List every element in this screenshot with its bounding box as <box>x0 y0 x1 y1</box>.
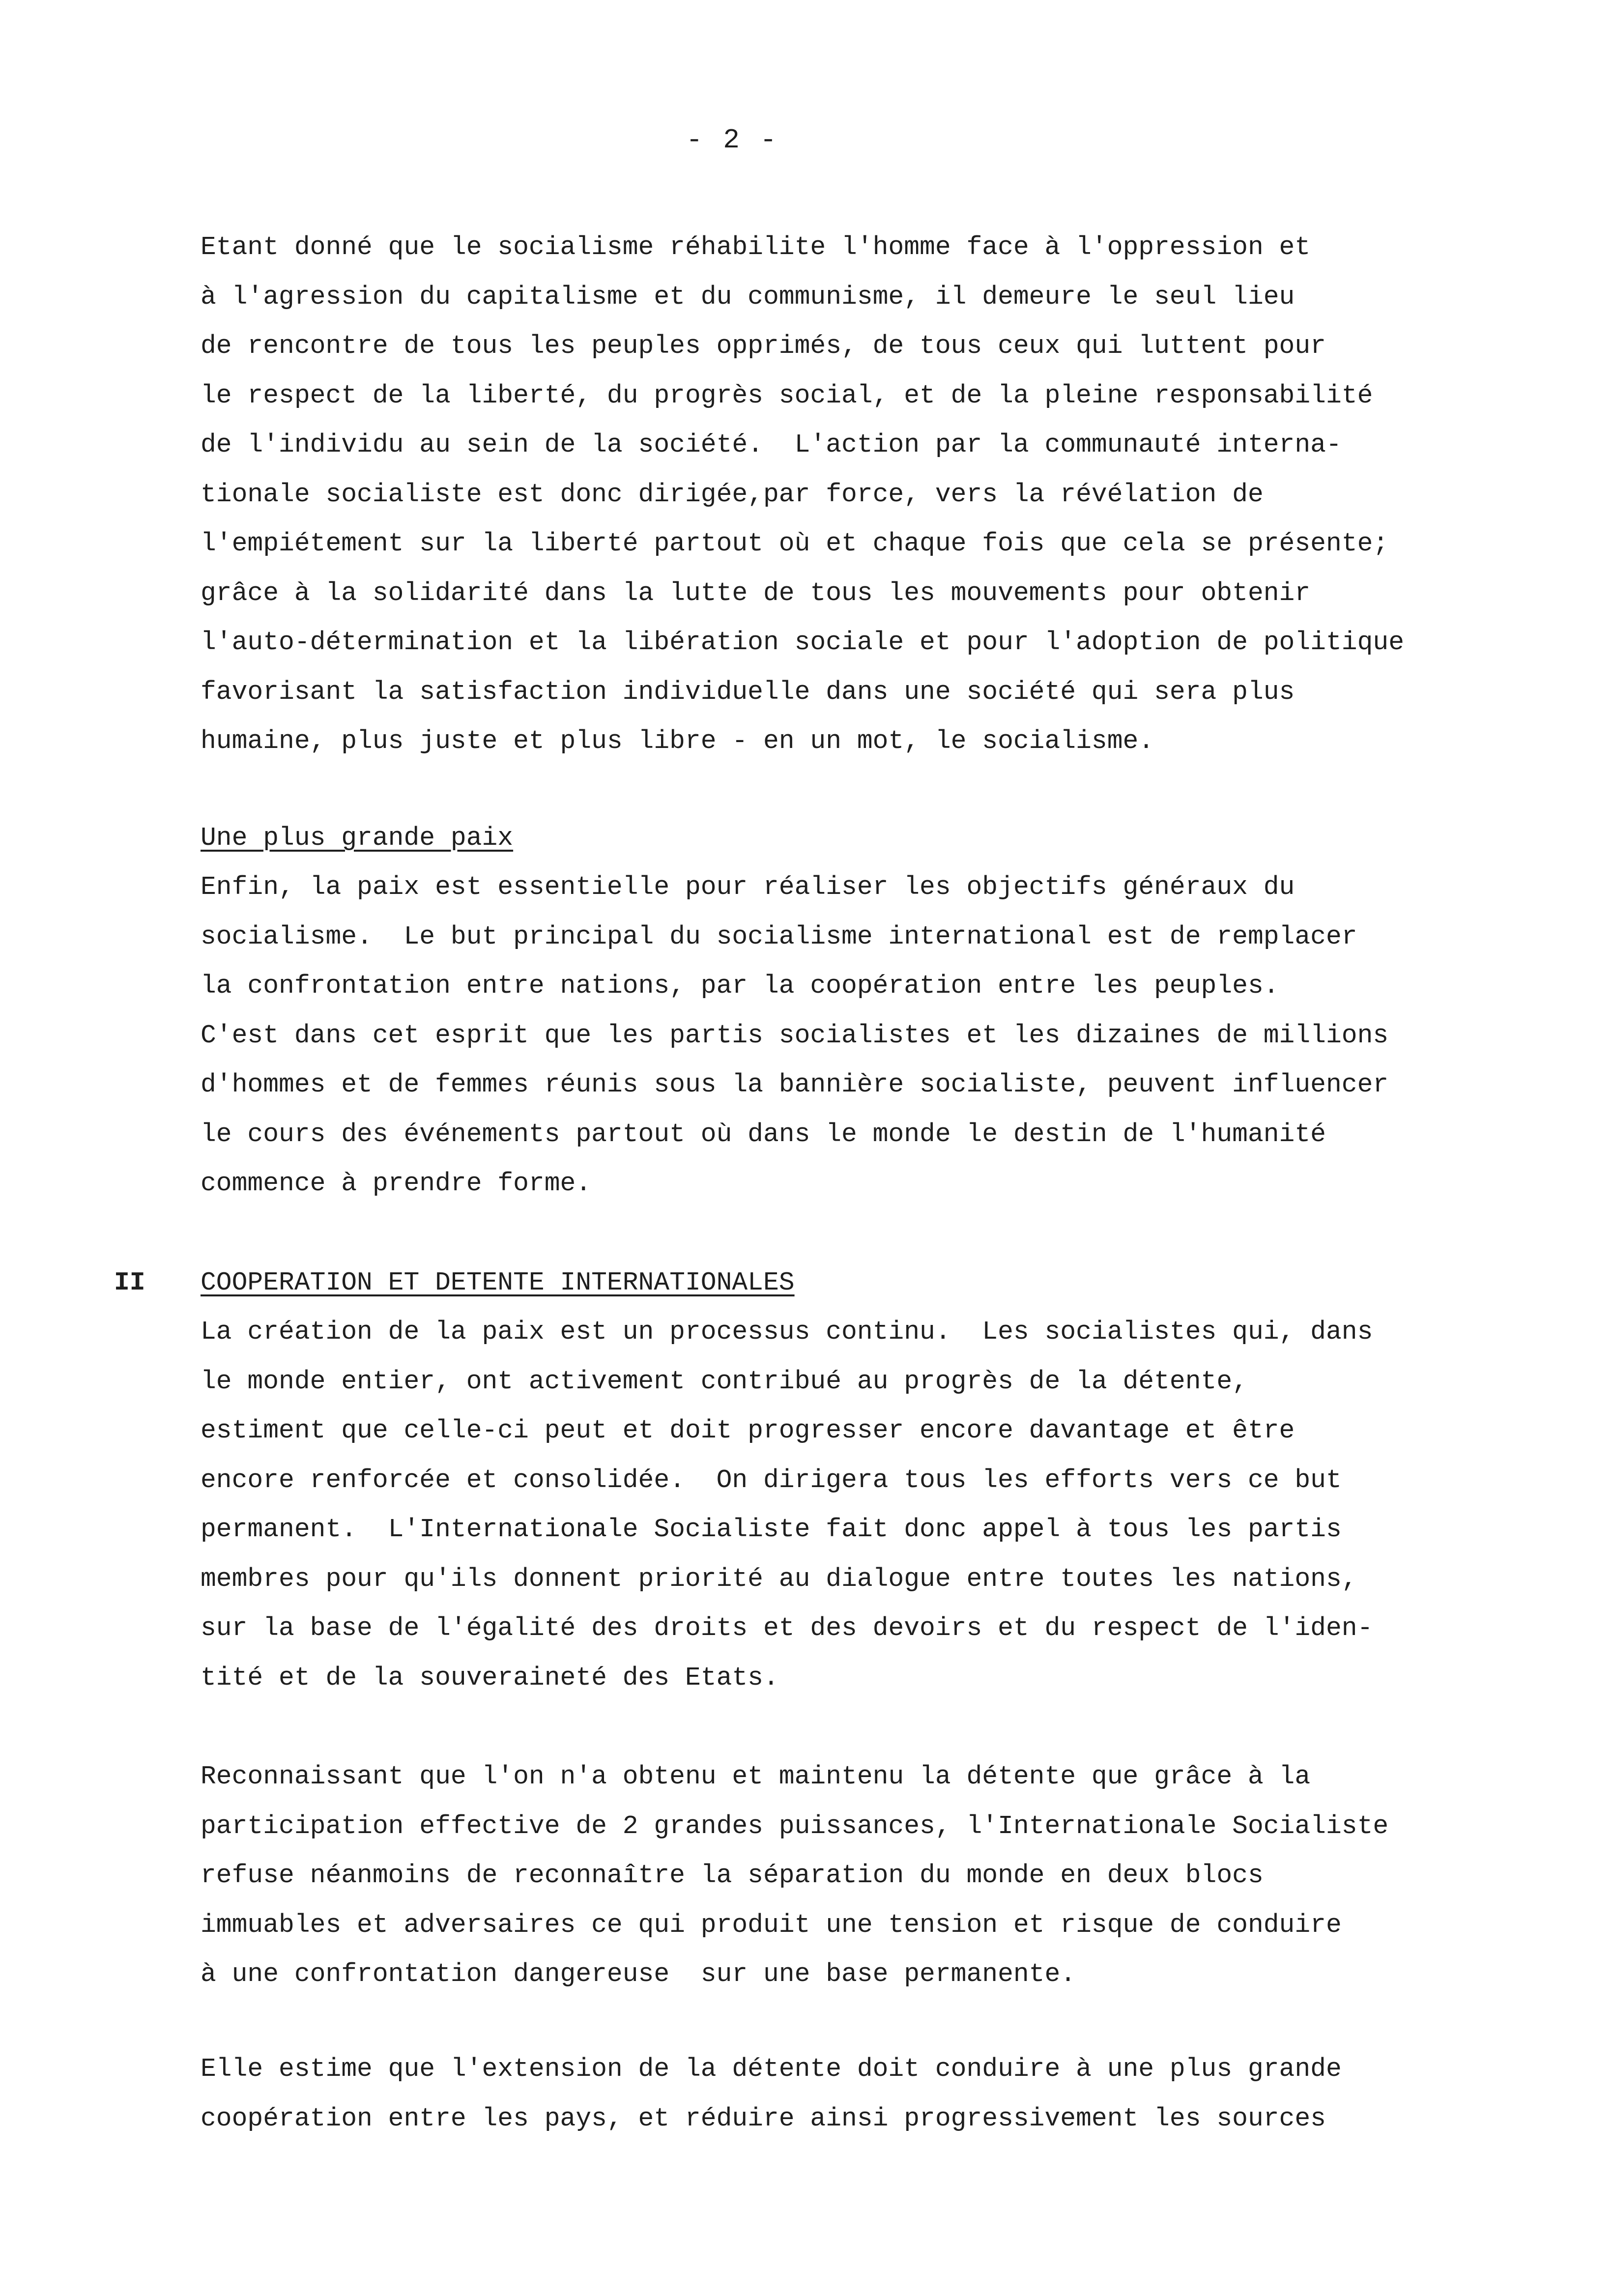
text-line: tionale socialiste est donc dirigée,par force, vers la révélation de <box>201 479 1264 509</box>
paragraph-elle-estime <box>201 2044 1527 2143</box>
text-line: Enfin, la paix est essentielle pour réaliser les objectifs généraux du <box>201 872 1295 902</box>
text-line: l'auto-détermination et la libération sociale et pour l'adoption de politique <box>201 628 1404 657</box>
section-heading: Une plus grande paix <box>201 823 514 853</box>
text-line: le cours des événements partout où dans le monde le destin de l'humanité <box>201 1119 1326 1149</box>
text-line: le respect de la liberté, du progrès social, et de la pleine responsabilité <box>201 380 1373 410</box>
text-line: le monde entier, ont activement contribué au progrès de la détente, <box>201 1366 1248 1396</box>
text-line: membres pour qu'ils donnent priorité au dialogue entre toutes les nations, <box>201 1564 1357 1594</box>
section-ii-body <box>201 1307 1527 1702</box>
text-line: favorisant la satisfaction individuelle dans une société qui sera plus <box>201 677 1295 707</box>
text-line: encore renforcée et consolidée. On dirigera tous les efforts vers ce but <box>201 1465 1342 1495</box>
text-line: immuables et adversaires ce qui produit une tension et risque de conduire <box>201 1910 1342 1940</box>
text-line: l'empiétement sur la liberté partout où et chaque fois que cela se présente; <box>201 529 1389 558</box>
text-line: Elle estime que l'extension de la détente doit conduire à une plus grande <box>201 2054 1342 2084</box>
text-line: de rencontre de tous les peuples opprimés, de tous ceux qui luttent pour <box>201 331 1326 361</box>
section-paix-heading-wrap <box>201 818 1527 858</box>
text-line: commence à prendre forme. <box>201 1169 592 1198</box>
section-numeral: II <box>114 1268 145 1297</box>
text-line: de l'individu au sein de la société. L'action par la communauté interna- <box>201 430 1342 459</box>
page-number: - 2 - <box>686 124 779 156</box>
text-line: permanent. L'Internationale Socialiste fait donc appel à tous les partis <box>201 1515 1342 1544</box>
text-line: participation effective de 2 grandes puissances, l'Internationale Socialiste <box>201 1811 1389 1841</box>
text-line: Reconnaissant que l'on n'a obtenu et maintenu la détente que grâce à la <box>201 1762 1311 1791</box>
paragraph-reconnaissant <box>201 1752 1527 1999</box>
text-line: estiment que celle-ci peut et doit progresser encore davantage et être <box>201 1416 1295 1445</box>
text-line: à une confrontation dangereuse sur une base permanente. <box>201 1959 1076 1989</box>
text-line: à l'agression du capitalisme et du communisme, il demeure le seul lieu <box>201 282 1295 312</box>
text-line: La création de la paix est un processus continu. Les socialistes qui, dans <box>201 1317 1373 1347</box>
text-line: humaine, plus juste et plus libre - en un mot, le socialisme. <box>201 726 1154 756</box>
text-line: refuse néanmoins de reconnaître la séparation du monde en deux blocs <box>201 1861 1264 1890</box>
text-line: tité et de la souveraineté des Etats. <box>201 1663 779 1693</box>
text-line: Etant donné que le socialisme réhabilite l'homme face à l'oppression et <box>201 232 1311 262</box>
section-heading: COOPERATION ET DETENTE INTERNATIONALES <box>201 1268 795 1297</box>
text-line: socialisme. Le but principal du socialisme international est de remplacer <box>201 921 1357 951</box>
text-line: sur la base de l'égalité des droits et des devoirs et du respect de l'iden- <box>201 1613 1373 1643</box>
section-ii-heading-wrap <box>201 1263 1527 1302</box>
text-line: coopération entre les pays, et réduire ainsi progressivement les sources <box>201 2103 1326 2133</box>
section-paix-body <box>201 862 1527 1208</box>
text-line: la confrontation entre nations, par la coopération entre les peuples. <box>201 971 1279 1001</box>
paragraph-intro <box>201 223 1527 766</box>
text-line: C'est dans cet esprit que les partis socialistes et les dizaines de millions <box>201 1020 1389 1050</box>
text-line: grâce à la solidarité dans la lutte de tous les mouvements pour obtenir <box>201 578 1311 608</box>
text-line: d'hommes et de femmes réunis sous la bannière socialiste, peuvent influencer <box>201 1070 1389 1099</box>
